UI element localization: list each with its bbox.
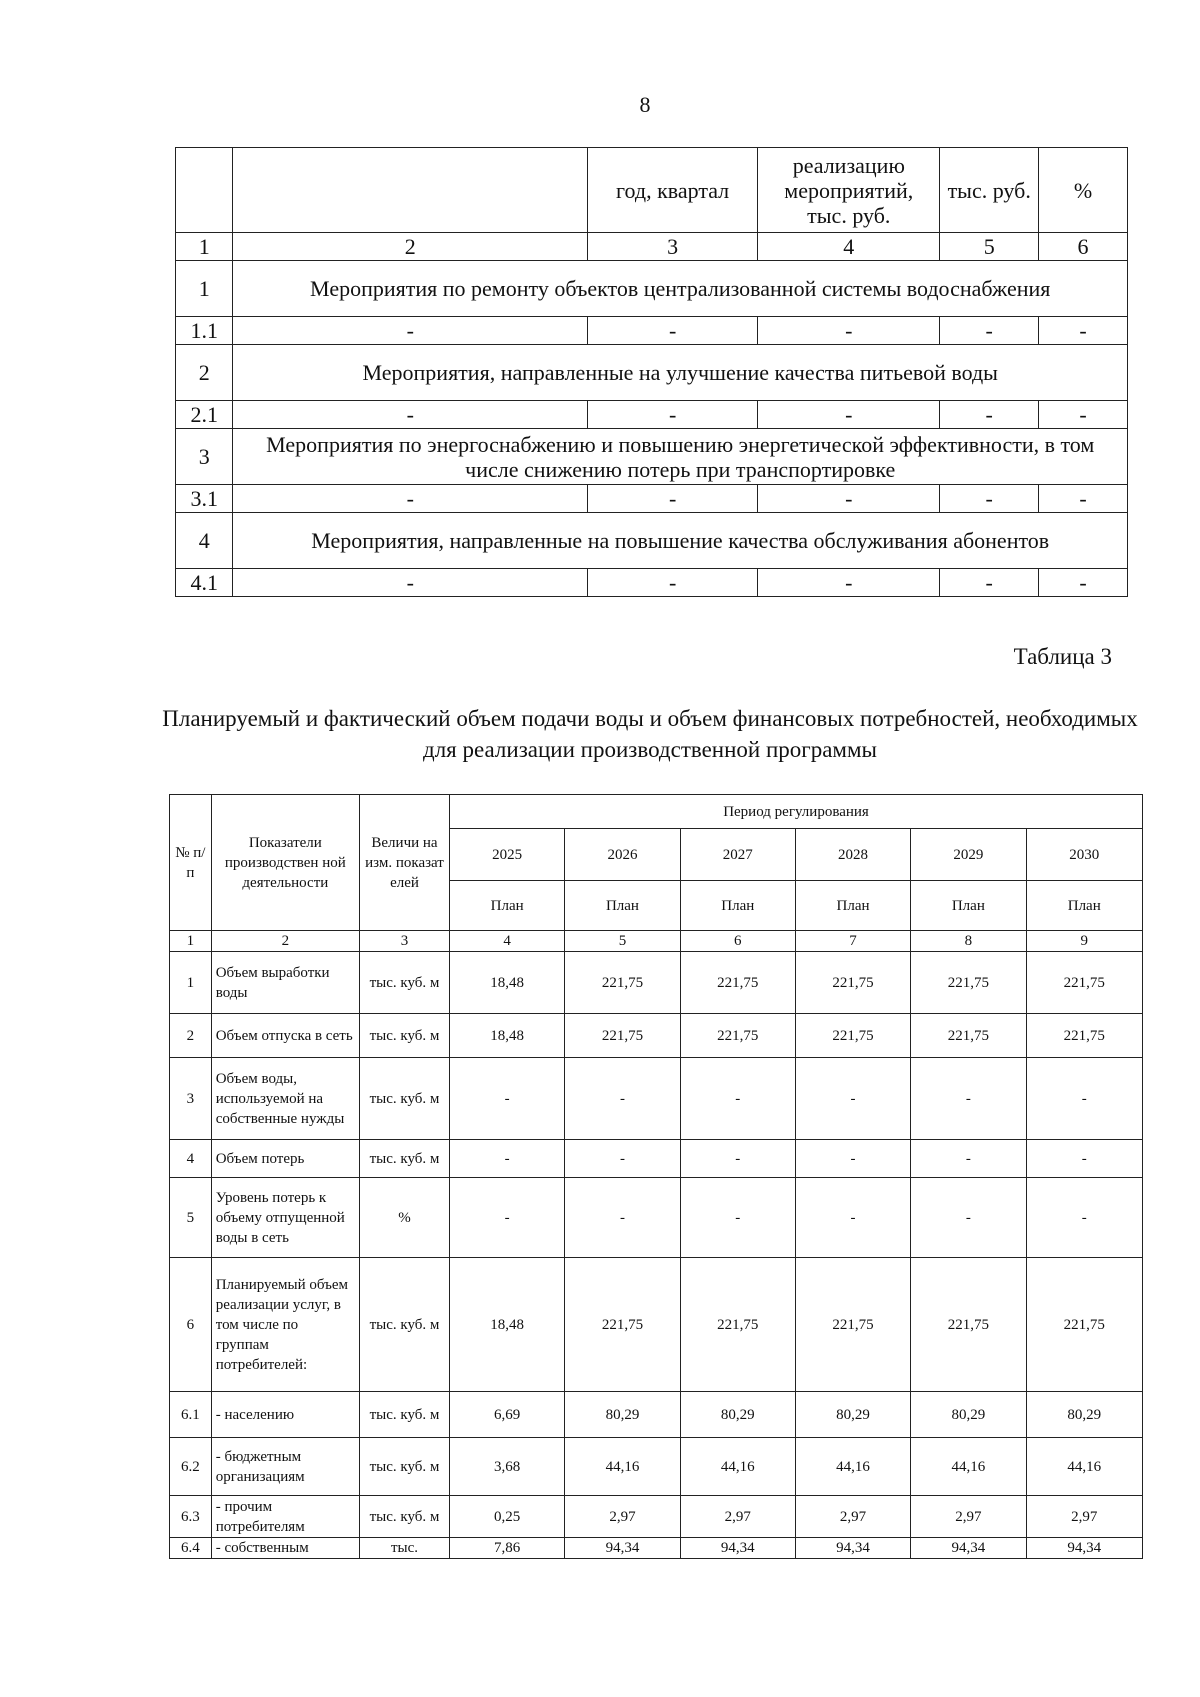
value-cell: 94,34 — [795, 1538, 910, 1559]
table-cell: - — [1039, 569, 1128, 597]
indicator-name: Уровень потерь к объему отпущенной воды в сеть — [211, 1178, 359, 1258]
table-cell: - — [758, 401, 940, 429]
column-number: 6 — [1039, 233, 1128, 261]
column-number: 5 — [565, 931, 680, 952]
column-number: 2 — [233, 233, 588, 261]
page-number: 8 — [639, 92, 651, 117]
column-number: 2 — [211, 931, 359, 952]
unit: % — [359, 1178, 449, 1258]
value-cell: 18,48 — [450, 1258, 565, 1392]
value-cell: 2,97 — [1026, 1496, 1143, 1538]
value-cell: 221,75 — [795, 952, 910, 1014]
column-number: 8 — [911, 931, 1026, 952]
table-title: Планируемый и фактический объем подачи воды и объем финансовых потребностей, необходимых для реализации производственной программы — [162, 706, 1138, 762]
value-cell: 44,16 — [795, 1438, 910, 1496]
table-cell: - — [233, 317, 588, 345]
indicator-name: Объем выработки воды — [211, 952, 359, 1014]
plan-header: План — [795, 881, 910, 931]
value-cell: 221,75 — [911, 1014, 1026, 1058]
row-number: 6.3 — [170, 1496, 212, 1538]
row-number: 6.1 — [170, 1392, 212, 1438]
unit: тыс. куб. м — [359, 1392, 449, 1438]
row-number: 2 — [170, 1014, 212, 1058]
table-cell: - — [940, 569, 1039, 597]
value-cell: 44,16 — [911, 1438, 1026, 1496]
value-cell: 221,75 — [1026, 1258, 1143, 1392]
column-number: 6 — [680, 931, 795, 952]
value-cell: 221,75 — [565, 1014, 680, 1058]
table-cell: - — [940, 401, 1039, 429]
table-cell: 2.1 — [176, 401, 233, 429]
table-row — [176, 569, 1128, 597]
value-cell: 221,75 — [680, 1014, 795, 1058]
value-cell: 6,69 — [450, 1392, 565, 1438]
section-number: 1 — [176, 261, 233, 317]
value-cell: 44,16 — [680, 1438, 795, 1496]
year-header: 2025 — [450, 829, 565, 881]
value-cell: - — [911, 1178, 1026, 1258]
unit: тыс. — [359, 1538, 449, 1559]
header-indicator: Показатели производствен ной деятельности — [211, 795, 359, 931]
value-cell: 221,75 — [911, 1258, 1026, 1392]
year-header: 2028 — [795, 829, 910, 881]
unit: тыс. куб. м — [359, 1058, 449, 1140]
value-cell: - — [565, 1178, 680, 1258]
value-cell: 221,75 — [1026, 1014, 1143, 1058]
column-number: 3 — [359, 931, 449, 952]
header-row — [176, 148, 1128, 233]
indicator-name: - бюджетным организациям — [211, 1438, 359, 1496]
table-cell: - — [233, 569, 588, 597]
table-cell: - — [940, 485, 1039, 513]
table-cell: - — [940, 317, 1039, 345]
table-cell: - — [1039, 401, 1128, 429]
table-row — [170, 1496, 1143, 1538]
year-header: 2030 — [1026, 829, 1143, 881]
value-cell: - — [450, 1140, 565, 1178]
indicator-name: Планируемый объем реализации услуг, в том числе по группам потребителей: — [211, 1258, 359, 1392]
table-cell: - — [1039, 317, 1128, 345]
column-number: 1 — [170, 931, 212, 952]
table-cell: - — [233, 401, 588, 429]
table-row — [170, 952, 1143, 1014]
row-number: 1 — [170, 952, 212, 1014]
value-cell: 94,34 — [565, 1538, 680, 1559]
value-cell: 94,34 — [680, 1538, 795, 1559]
header-num: № п/п — [170, 795, 212, 931]
value-cell: - — [565, 1058, 680, 1140]
indicator-name: - населению — [211, 1392, 359, 1438]
column-number-row — [176, 233, 1128, 261]
year-header: 2026 — [565, 829, 680, 881]
value-cell: - — [450, 1058, 565, 1140]
header-unit: Величи на изм. показат елей — [359, 795, 449, 931]
table-cell: - — [588, 485, 758, 513]
row-number: 6.4 — [170, 1538, 212, 1559]
unit: тыс. куб. м — [359, 1140, 449, 1178]
value-cell: - — [795, 1058, 910, 1140]
header-cell: год, квартал — [588, 148, 758, 233]
value-cell: - — [911, 1058, 1026, 1140]
column-number: 9 — [1026, 931, 1143, 952]
table-cell: 4.1 — [176, 569, 233, 597]
column-number: 4 — [450, 931, 565, 952]
value-cell: 80,29 — [680, 1392, 795, 1438]
value-cell: - — [911, 1140, 1026, 1178]
table-row — [170, 1258, 1143, 1392]
plan-header: План — [450, 881, 565, 931]
value-cell: 221,75 — [1026, 952, 1143, 1014]
value-cell: - — [1026, 1178, 1143, 1258]
indicator-name: - прочим потребителям — [211, 1496, 359, 1538]
value-cell: 2,97 — [565, 1496, 680, 1538]
plan-header: План — [1026, 881, 1143, 931]
table-cell: - — [758, 569, 940, 597]
value-cell: - — [450, 1178, 565, 1258]
value-cell: - — [680, 1178, 795, 1258]
header-cell: реализацию мероприятий, тыс. руб. — [758, 148, 940, 233]
plan-header: План — [911, 881, 1026, 931]
value-cell: 2,97 — [911, 1496, 1026, 1538]
table-row — [170, 1392, 1143, 1438]
value-cell: 44,16 — [1026, 1438, 1143, 1496]
table-row — [170, 1058, 1143, 1140]
table-row — [176, 401, 1128, 429]
row-number: 6.2 — [170, 1438, 212, 1496]
value-cell: 80,29 — [911, 1392, 1026, 1438]
section-title: Мероприятия, направленные на улучшение качества питьевой воды — [233, 345, 1128, 401]
table-cell: - — [1039, 485, 1128, 513]
unit: тыс. куб. м — [359, 1438, 449, 1496]
value-cell: 80,29 — [565, 1392, 680, 1438]
value-cell: - — [1026, 1140, 1143, 1178]
section-row — [176, 261, 1128, 317]
unit: тыс. куб. м — [359, 1014, 449, 1058]
section-title: Мероприятия по энергоснабжению и повышению энергетической эффективности, в том числе снижению потерь при транспортировке — [233, 429, 1128, 485]
column-number: 5 — [940, 233, 1039, 261]
value-cell: 0,25 — [450, 1496, 565, 1538]
value-cell: 221,75 — [565, 1258, 680, 1392]
table-cell: - — [588, 401, 758, 429]
column-number-row — [170, 931, 1143, 952]
section-row — [176, 345, 1128, 401]
header-cell — [176, 148, 233, 233]
table-cell: 3.1 — [176, 485, 233, 513]
row-number: 6 — [170, 1258, 212, 1392]
plan-header: План — [680, 881, 795, 931]
year-header: 2027 — [680, 829, 795, 881]
section-number: 3 — [176, 429, 233, 485]
value-cell: 94,34 — [911, 1538, 1026, 1559]
table-row — [170, 1438, 1143, 1496]
table-row — [176, 317, 1128, 345]
value-cell: 3,68 — [450, 1438, 565, 1496]
column-number: 4 — [758, 233, 940, 261]
table-row — [170, 1140, 1143, 1178]
header-period: Период регулирования — [450, 795, 1143, 829]
header-cell: % — [1039, 148, 1128, 233]
section-title: Мероприятия, направленные на повышение качества обслуживания абонентов — [233, 513, 1128, 569]
value-cell: 221,75 — [565, 952, 680, 1014]
section-title: Мероприятия по ремонту объектов централизованной системы водоснабжения — [233, 261, 1128, 317]
unit: тыс. куб. м — [359, 1258, 449, 1392]
value-cell: 2,97 — [795, 1496, 910, 1538]
value-cell: - — [1026, 1058, 1143, 1140]
value-cell: 44,16 — [565, 1438, 680, 1496]
value-cell: 7,86 — [450, 1538, 565, 1559]
table-row — [170, 1178, 1143, 1258]
water-supply-table — [169, 794, 1143, 1559]
plan-header: План — [565, 881, 680, 931]
value-cell: - — [680, 1058, 795, 1140]
indicator-name: Объем отпуска в сеть — [211, 1014, 359, 1058]
section-row — [176, 429, 1128, 485]
column-number: 3 — [588, 233, 758, 261]
table-row — [176, 485, 1128, 513]
table-caption: Таблица 3 — [1013, 644, 1112, 669]
value-cell: 221,75 — [911, 952, 1026, 1014]
table-cell: - — [758, 485, 940, 513]
column-number: 7 — [795, 931, 910, 952]
row-number: 4 — [170, 1140, 212, 1178]
activities-table — [175, 147, 1128, 597]
section-number: 2 — [176, 345, 233, 401]
table-cell: 1.1 — [176, 317, 233, 345]
section-number: 4 — [176, 513, 233, 569]
header-cell: тыс. руб. — [940, 148, 1039, 233]
row-number: 5 — [170, 1178, 212, 1258]
unit: тыс. куб. м — [359, 1496, 449, 1538]
value-cell: - — [795, 1140, 910, 1178]
table-cell: - — [758, 317, 940, 345]
table-row — [170, 1538, 1143, 1559]
value-cell: 94,34 — [1026, 1538, 1143, 1559]
value-cell: 221,75 — [795, 1014, 910, 1058]
value-cell: 221,75 — [680, 1258, 795, 1392]
value-cell: 18,48 — [450, 1014, 565, 1058]
value-cell: - — [795, 1178, 910, 1258]
value-cell: - — [565, 1140, 680, 1178]
value-cell: 221,75 — [795, 1258, 910, 1392]
value-cell: 80,29 — [1026, 1392, 1143, 1438]
table-cell: - — [588, 317, 758, 345]
value-cell: 2,97 — [680, 1496, 795, 1538]
table-row — [170, 1014, 1143, 1058]
header-cell — [233, 148, 588, 233]
table-cell: - — [233, 485, 588, 513]
value-cell: 221,75 — [680, 952, 795, 1014]
indicator-name: - собственным — [211, 1538, 359, 1559]
column-number: 1 — [176, 233, 233, 261]
header-row — [170, 795, 1143, 829]
section-row — [176, 513, 1128, 569]
value-cell: 80,29 — [795, 1392, 910, 1438]
value-cell: 18,48 — [450, 952, 565, 1014]
year-header: 2029 — [911, 829, 1026, 881]
value-cell: - — [680, 1140, 795, 1178]
table-cell: - — [588, 569, 758, 597]
indicator-name: Объем воды, используемой на собственные нужды — [211, 1058, 359, 1140]
unit: тыс. куб. м — [359, 952, 449, 1014]
row-number: 3 — [170, 1058, 212, 1140]
indicator-name: Объем потерь — [211, 1140, 359, 1178]
